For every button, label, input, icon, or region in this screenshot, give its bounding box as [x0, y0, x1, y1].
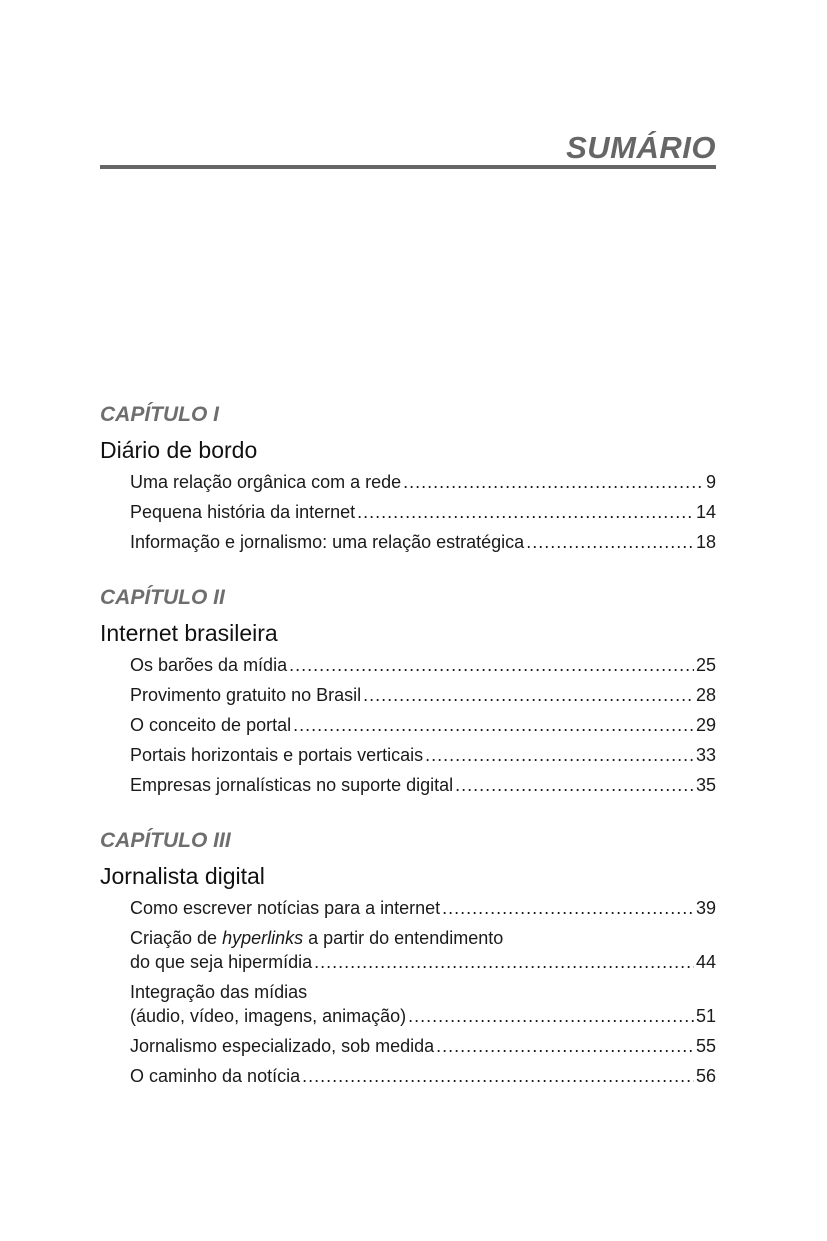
- toc-page-number: 33: [695, 745, 716, 765]
- toc-entry-title-line2: [130, 950, 716, 974]
- toc-entry-title: Informação e jornalismo: uma relação estratégica: [130, 532, 525, 552]
- toc-page-number: 9: [705, 472, 716, 492]
- dot-leader: [526, 527, 694, 557]
- toc-page-number: 18: [695, 532, 716, 552]
- dot-leader: [425, 740, 694, 770]
- chapter-label: CAPÍTULO I: [100, 403, 219, 426]
- chapter-2: [100, 582, 716, 800]
- toc-entry-text-segment: a partir do entendimento: [303, 928, 504, 948]
- toc-entry-title: Provimento gratuito no Brasil: [130, 685, 362, 705]
- toc-entry-title: Uma relação orgânica com a rede: [130, 472, 402, 492]
- toc-page-number: 39: [695, 898, 716, 918]
- toc-entry-title: Os barões da mídia: [130, 655, 288, 675]
- toc-entry-text-segment: Criação de: [130, 928, 223, 948]
- toc-entry-title-line1: Integração das mídias: [130, 982, 308, 1002]
- toc-page-number: 29: [695, 715, 716, 735]
- toc-page-number: 55: [695, 1036, 716, 1056]
- toc-page-number: 14: [695, 502, 716, 522]
- dot-leader: [289, 650, 694, 680]
- toc-page-number: 44: [695, 952, 716, 972]
- toc-entry-title: Portais horizontais e portais verticais: [130, 745, 424, 765]
- page-title: SUMÁRIO: [566, 130, 716, 165]
- chapter-label: CAPÍTULO III: [100, 829, 231, 852]
- toc-entry: [130, 527, 716, 557]
- toc-entry: [130, 977, 716, 1031]
- toc-entry-title: O caminho da notícia: [130, 1066, 301, 1086]
- dot-leader: [363, 680, 694, 710]
- toc-entry: [130, 770, 716, 800]
- toc-page-number: 25: [695, 655, 716, 675]
- toc-entry: [130, 710, 716, 740]
- toc-entry: [130, 893, 716, 923]
- toc-entry-title-line1: [130, 926, 716, 950]
- toc-entry: [130, 680, 716, 710]
- dot-leader: [436, 1031, 694, 1061]
- dot-leader: [302, 1061, 694, 1091]
- toc-entry: [130, 1061, 716, 1091]
- table-of-contents: [100, 399, 716, 1116]
- chapter-title: Internet brasileira: [100, 620, 278, 646]
- dot-leader: [403, 467, 704, 497]
- title-rule: [100, 165, 716, 169]
- toc-entry: [130, 650, 716, 680]
- toc-entry-title: Como escrever notícias para a internet: [130, 898, 441, 918]
- chapter-title: Diário de bordo: [100, 437, 258, 463]
- chapter-3: [100, 825, 716, 1091]
- toc-page-number: 28: [695, 685, 716, 705]
- toc-page-number: 51: [695, 1006, 716, 1026]
- page-header: [100, 130, 716, 170]
- dot-leader: [314, 950, 694, 974]
- dot-leader: [442, 893, 694, 923]
- toc-entry: [130, 1031, 716, 1061]
- chapter-label: CAPÍTULO II: [100, 586, 225, 609]
- dot-leader: [455, 770, 694, 800]
- chapter-title: Jornalista digital: [100, 863, 265, 889]
- dot-leader: [408, 1004, 694, 1028]
- toc-page-number: 35: [695, 775, 716, 795]
- toc-entry-title: (áudio, vídeo, imagens, animação): [130, 1006, 407, 1026]
- toc-entry-title: Empresas jornalísticas no suporte digital: [130, 775, 454, 795]
- toc-entry-title: Jornalismo especializado, sob medida: [130, 1036, 435, 1056]
- toc-entry-italic-term: hyperlinks: [222, 928, 304, 948]
- chapter-1: [100, 399, 716, 557]
- dot-leader: [357, 497, 694, 527]
- toc-page-number: 56: [695, 1066, 716, 1086]
- toc-entry: [130, 497, 716, 527]
- toc-entry-title: O conceito de portal: [130, 715, 292, 735]
- toc-entry: [130, 923, 716, 977]
- toc-entry-title: Pequena história da internet: [130, 502, 356, 522]
- dot-leader: [293, 710, 694, 740]
- toc-entry-title: do que seja hipermídia: [130, 952, 313, 972]
- toc-entry: [130, 467, 716, 497]
- toc-entry: [130, 740, 716, 770]
- toc-entry-title-line2: [130, 1004, 716, 1028]
